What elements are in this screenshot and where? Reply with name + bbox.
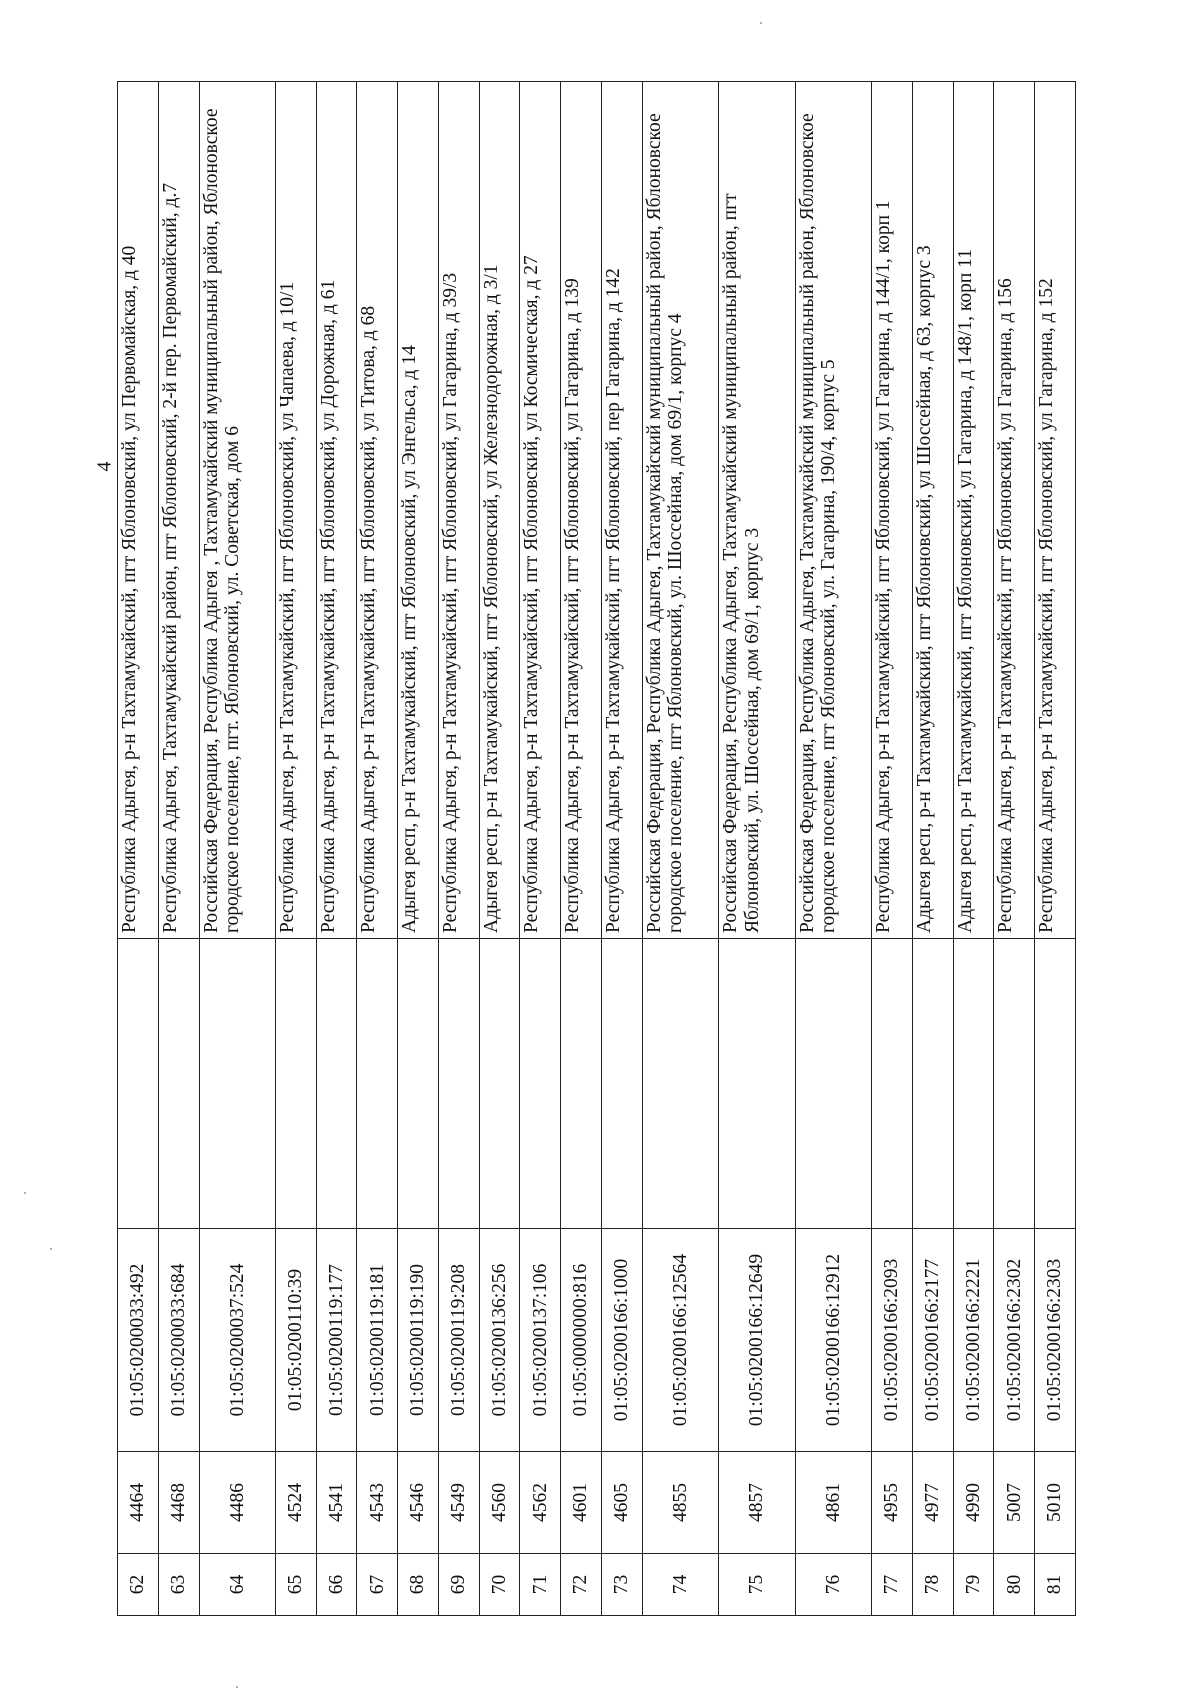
empty-cell [158, 939, 199, 1229]
object-id-cell: 4549 [438, 1452, 479, 1554]
cadastral-number-cell: 01:05:0200166:12564 [642, 1229, 718, 1452]
address-cell: Российская Федерация, Республика Адыгея, Тахтамукайский муниципальный район, Яблоновское городское поселение, пгт Яблоновский, ул. Шоссейная, дом 69/1, корпус 4 [642, 82, 718, 939]
table-row [872, 82, 913, 1616]
table-row [642, 82, 718, 1616]
scan-speck [236, 1686, 238, 1688]
scan-speck [24, 1192, 26, 1194]
row-number-cell: 69 [438, 1554, 479, 1616]
object-id-cell: 4468 [158, 1452, 199, 1554]
row-number-cell: 79 [953, 1554, 994, 1616]
empty-cell [1035, 939, 1076, 1229]
empty-cell [398, 939, 439, 1229]
row-number-cell: 76 [795, 1554, 871, 1616]
table-row [953, 82, 994, 1616]
empty-cell [719, 939, 795, 1229]
cadastral-number-cell: 01:05:0200166:12912 [795, 1229, 871, 1452]
table-row [357, 82, 398, 1616]
row-number-cell: 68 [398, 1554, 439, 1616]
cadastral-number-cell: 01:05:0200166:2303 [1035, 1229, 1076, 1452]
table-row [912, 82, 953, 1616]
table-row [994, 82, 1035, 1616]
cadastral-number-cell: 01:05:0200119:177 [316, 1229, 357, 1452]
table-row [479, 82, 520, 1616]
table-row [520, 82, 561, 1616]
address-cell: Российская Федерация, Республика Адыгея, Тахтамукайский муниципальный район, пгт Яблоновский, ул. Шоссейная, дом 69/1, корпус 3 [719, 82, 795, 939]
cadastral-number-cell: 01:05:0200119:181 [357, 1229, 398, 1452]
object-id-cell: 4486 [199, 1452, 275, 1554]
cadastral-number-cell: 01:05:0200137:106 [520, 1229, 561, 1452]
object-id-cell: 5007 [994, 1452, 1035, 1554]
cadastral-number-cell: 01:05:0200166:12649 [719, 1229, 795, 1452]
row-number-cell: 73 [601, 1554, 642, 1616]
empty-cell [199, 939, 275, 1229]
cadastral-number-cell: 01:05:0200166:2177 [912, 1229, 953, 1452]
object-id-cell: 4464 [118, 1452, 159, 1554]
empty-cell [479, 939, 520, 1229]
table-row [719, 82, 795, 1616]
address-cell: Республика Адыгея, р-н Тахтамукайский, пгт Яблоновский, ул Гагарина, д 144/1, корп 1 [872, 82, 913, 939]
row-number-cell: 72 [561, 1554, 602, 1616]
address-cell: Адыгея респ, р-н Тахтамукайский, пгт Яблоновский, ул Гагарина, д 148/1, корп 11 [953, 82, 994, 939]
empty-cell [872, 939, 913, 1229]
empty-cell [561, 939, 602, 1229]
row-number-cell: 80 [994, 1554, 1035, 1616]
row-number-cell: 70 [479, 1554, 520, 1616]
row-number-cell: 71 [520, 1554, 561, 1616]
object-id-cell: 4560 [479, 1452, 520, 1554]
cadastral-number-cell: 01:05:0200166:2221 [953, 1229, 994, 1452]
address-cell: Российская Федерация, Республика Адыгея, Тахтамукайский муниципальный район, Яблоновское городское поселение, пгт Яблоновский, ул. Гагарина, 190/4, корпус 5 [795, 82, 871, 939]
cadastral-number-cell: 01:05:0200110:39 [275, 1229, 316, 1452]
table-row [795, 82, 871, 1616]
empty-cell [316, 939, 357, 1229]
row-number-cell: 75 [719, 1554, 795, 1616]
address-cell: Республика Адыгея, р-н Тахтамукайский, пгт Яблоновский, ул Чапаева, д 10/1 [275, 82, 316, 939]
scan-speck [50, 1248, 52, 1250]
table-row [118, 82, 159, 1616]
cadastral-number-cell: 01:05:0200033:684 [158, 1229, 199, 1452]
object-id-cell: 4990 [953, 1452, 994, 1554]
object-id-cell: 4524 [275, 1452, 316, 1554]
empty-cell [912, 939, 953, 1229]
table-row [1035, 82, 1076, 1616]
cadastral-number-cell: 01:05:0200166:2302 [994, 1229, 1035, 1452]
table-row [316, 82, 357, 1616]
address-cell: Республика Адыгея, Тахтамукайский район, пгт Яблоновский, 2-й пер. Первомайский, д.7 [158, 82, 199, 939]
address-cell: Республика Адыгея, р-н Тахтамукайский, пгт Яблоновский, ул Космическая, д 27 [520, 82, 561, 939]
table-row [275, 82, 316, 1616]
scan-speck [760, 22, 762, 24]
empty-cell [275, 939, 316, 1229]
row-number-cell: 81 [1035, 1554, 1076, 1616]
address-cell: Адыгея респ, р-н Тахтамукайский, пгт Яблоновский, ул Железнодорожная, д 3/1 [479, 82, 520, 939]
object-id-cell: 4955 [872, 1452, 913, 1554]
object-id-cell: 4605 [601, 1452, 642, 1554]
empty-cell [118, 939, 159, 1229]
object-id-cell: 4543 [357, 1452, 398, 1554]
cadastral-number-cell: 01:05:0200037:524 [199, 1229, 275, 1452]
cadastral-number-cell: 01:05:0200033:492 [118, 1229, 159, 1452]
page-number: 4 [93, 461, 116, 472]
address-cell: Республика Адыгея, р-н Тахтамукайский, пгт Яблоновский, ул Гагарина, д 152 [1035, 82, 1076, 939]
address-cell: Республика Адыгея, р-н Тахтамукайский, пгт Яблоновский, ул Гагарина, д 39/3 [438, 82, 479, 939]
empty-cell [642, 939, 718, 1229]
object-id-cell: 4861 [795, 1452, 871, 1554]
cadastral-number-cell: 01:05:0000000:816 [561, 1229, 602, 1452]
object-id-cell: 4601 [561, 1452, 602, 1554]
cadastral-table [117, 81, 1076, 1616]
row-number-cell: 77 [872, 1554, 913, 1616]
cadastral-number-cell: 01:05:0200119:208 [438, 1229, 479, 1452]
object-id-cell: 4562 [520, 1452, 561, 1554]
table-row [199, 82, 275, 1616]
rotated-table-wrapper [117, 81, 1076, 1616]
address-cell: Адыгея респ, р-н Тахтамукайский, пгт Яблоновский, ул Энгельса, д 14 [398, 82, 439, 939]
cadastral-number-cell: 01:05:0200166:2093 [872, 1229, 913, 1452]
empty-cell [357, 939, 398, 1229]
address-cell: Российская Федерация, Республика Адыгея , Тахтамукайский муниципальный район, Яблоновское городское поселение, пгт. Яблоновский, ул. Советская, дом 6 [199, 82, 275, 939]
address-cell: Республика Адыгея, р-н Тахтамукайский, пгт Яблоновский, ул Первомайская, д 40 [118, 82, 159, 939]
row-number-cell: 62 [118, 1554, 159, 1616]
table-body [118, 82, 1076, 1616]
empty-cell [994, 939, 1035, 1229]
row-number-cell: 64 [199, 1554, 275, 1616]
empty-cell [795, 939, 871, 1229]
row-number-cell: 78 [912, 1554, 953, 1616]
object-id-cell: 4546 [398, 1452, 439, 1554]
row-number-cell: 67 [357, 1554, 398, 1616]
address-cell: Республика Адыгея, р-н Тахтамукайский, пгт Яблоновский, ул Гагарина, д 139 [561, 82, 602, 939]
object-id-cell: 4855 [642, 1452, 718, 1554]
cadastral-number-cell: 01:05:0200136:256 [479, 1229, 520, 1452]
row-number-cell: 65 [275, 1554, 316, 1616]
cadastral-number-cell: 01:05:0200166:1000 [601, 1229, 642, 1452]
object-id-cell: 4977 [912, 1452, 953, 1554]
table-row [601, 82, 642, 1616]
row-number-cell: 66 [316, 1554, 357, 1616]
table-row [561, 82, 602, 1616]
address-cell: Республика Адыгея, р-н Тахтамукайский, пгт Яблоновский, ул Гагарина, д 156 [994, 82, 1035, 939]
object-id-cell: 4857 [719, 1452, 795, 1554]
empty-cell [520, 939, 561, 1229]
cadastral-number-cell: 01:05:0200119:190 [398, 1229, 439, 1452]
address-cell: Республика Адыгея, р-н Тахтамукайский, пгт Яблоновский, ул Титова, д 68 [357, 82, 398, 939]
object-id-cell: 5010 [1035, 1452, 1076, 1554]
empty-cell [953, 939, 994, 1229]
table-row [158, 82, 199, 1616]
empty-cell [438, 939, 479, 1229]
table-row [398, 82, 439, 1616]
row-number-cell: 63 [158, 1554, 199, 1616]
address-cell: Республика Адыгея, р-н Тахтамукайский, пгт Яблоновский, ул Дорожная, д 61 [316, 82, 357, 939]
address-cell: Адыгея респ, р-н Тахтамукайский, пгт Яблоновский, ул Шоссейная, д 63, корпус 3 [912, 82, 953, 939]
empty-cell [601, 939, 642, 1229]
object-id-cell: 4541 [316, 1452, 357, 1554]
table-row [438, 82, 479, 1616]
address-cell: Республика Адыгея, р-н Тахтамукайский, пгт Яблоновский, пер Гагарина, д 142 [601, 82, 642, 939]
row-number-cell: 74 [642, 1554, 718, 1616]
